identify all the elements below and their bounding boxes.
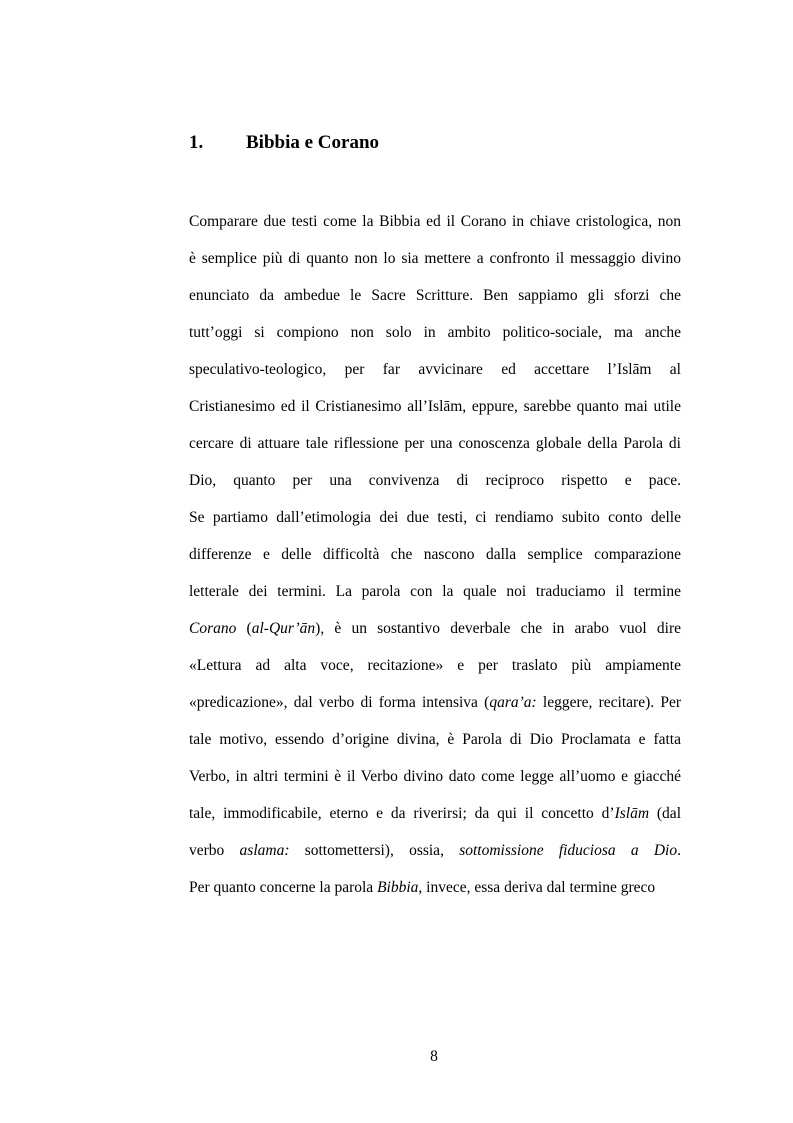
text-line xyxy=(189,358,681,395)
text-segment: è semplice più di quanto non lo sia mettere a confronto il messaggio divino xyxy=(189,250,681,267)
text-segment: tutt’oggi si compiono non solo in ambito politico-sociale, ma anche xyxy=(189,324,681,341)
text-line xyxy=(189,506,681,543)
text-segment: differenze e delle difficoltà che nascono dalla semplice comparazione xyxy=(189,546,681,563)
text-segment: «predicazione», dal verbo di forma intensiva ( xyxy=(189,694,490,711)
text-segment: tale, immodificabile, eterno e da riverirsi; da qui il concetto d’ xyxy=(189,805,615,822)
text-line xyxy=(189,839,681,876)
italic-term: qara’a: xyxy=(489,694,537,711)
text-segment: Se partiamo dall’etimologia dei due testi, ci rendiamo subito conto delle xyxy=(189,509,681,526)
text-segment: , invece, essa deriva dal termine greco xyxy=(418,879,656,896)
section-title: Bibbia e Corano xyxy=(246,132,380,153)
text-line xyxy=(189,210,681,247)
italic-term: Corano xyxy=(189,620,237,637)
text-line xyxy=(189,691,681,728)
text-segment: Per quanto concerne la parola xyxy=(189,879,378,896)
text-segment: «Lettura ad alta voce, recitazione» e per traslato più ampiamente xyxy=(189,657,681,674)
text-line xyxy=(189,469,681,506)
text-segment: enunciato da ambedue le Sacre Scritture. Ben sappiamo gli sforzi che xyxy=(189,287,681,304)
text-segment: ( xyxy=(236,620,252,637)
text-segment: Verbo, in altri termini è il Verbo divino dato come legge all’uomo e giacché xyxy=(189,768,681,785)
italic-term: Bibbia xyxy=(377,879,419,896)
italic-term: sottomissione fiduciosa a Dio xyxy=(459,842,678,859)
text-line xyxy=(189,321,681,358)
text-segment: ), è un sostantivo deverbale che in arabo vuol dire xyxy=(315,620,682,637)
text-line xyxy=(189,765,681,802)
italic-term: aslama: xyxy=(239,842,290,859)
text-segment: (dal xyxy=(649,805,681,822)
text-line xyxy=(189,802,681,839)
text-segment: Comparare due testi come la Bibbia ed il Corano in chiave cristologica, non xyxy=(189,213,681,230)
text-segment: sottomettersi), ossia, xyxy=(289,842,460,859)
text-segment: Dio, quanto per una convivenza di reciproco rispetto e pace. xyxy=(189,472,681,489)
text-line xyxy=(189,432,681,469)
text-segment: cercare di attuare tale riflessione per una conoscenza globale della Parola di xyxy=(189,435,681,452)
text-line xyxy=(189,395,681,432)
section-number: 1. xyxy=(189,132,204,153)
text-line xyxy=(189,247,681,284)
text-line xyxy=(189,543,681,580)
text-segment: verbo xyxy=(189,842,240,859)
text-segment: speculativo-teologico, per far avvicinare ed accettare l’Islām al xyxy=(189,361,681,378)
text-line xyxy=(189,728,681,765)
text-line xyxy=(189,580,681,617)
text-line xyxy=(189,617,681,654)
text-segment: leggere, recitare). Per xyxy=(536,694,681,711)
italic-term: Islām xyxy=(614,805,650,822)
italic-term: al-Qur’ān xyxy=(251,620,316,637)
section-heading xyxy=(189,132,379,154)
page-number: 8 xyxy=(430,1048,438,1065)
text-segment: letterale dei termini. La parola con la quale noi traduciamo il termine xyxy=(189,583,681,600)
text-segment: Cristianesimo ed il Cristianesimo all’Islām, eppure, sarebbe quanto mai utile xyxy=(189,398,681,415)
text-line xyxy=(189,654,681,691)
text-line xyxy=(189,284,681,321)
text-segment: . xyxy=(677,842,681,859)
text-line xyxy=(189,876,681,913)
body-paragraph xyxy=(189,210,681,913)
text-segment: tale motivo, essendo d’origine divina, è Parola di Dio Proclamata e fatta xyxy=(189,731,681,748)
